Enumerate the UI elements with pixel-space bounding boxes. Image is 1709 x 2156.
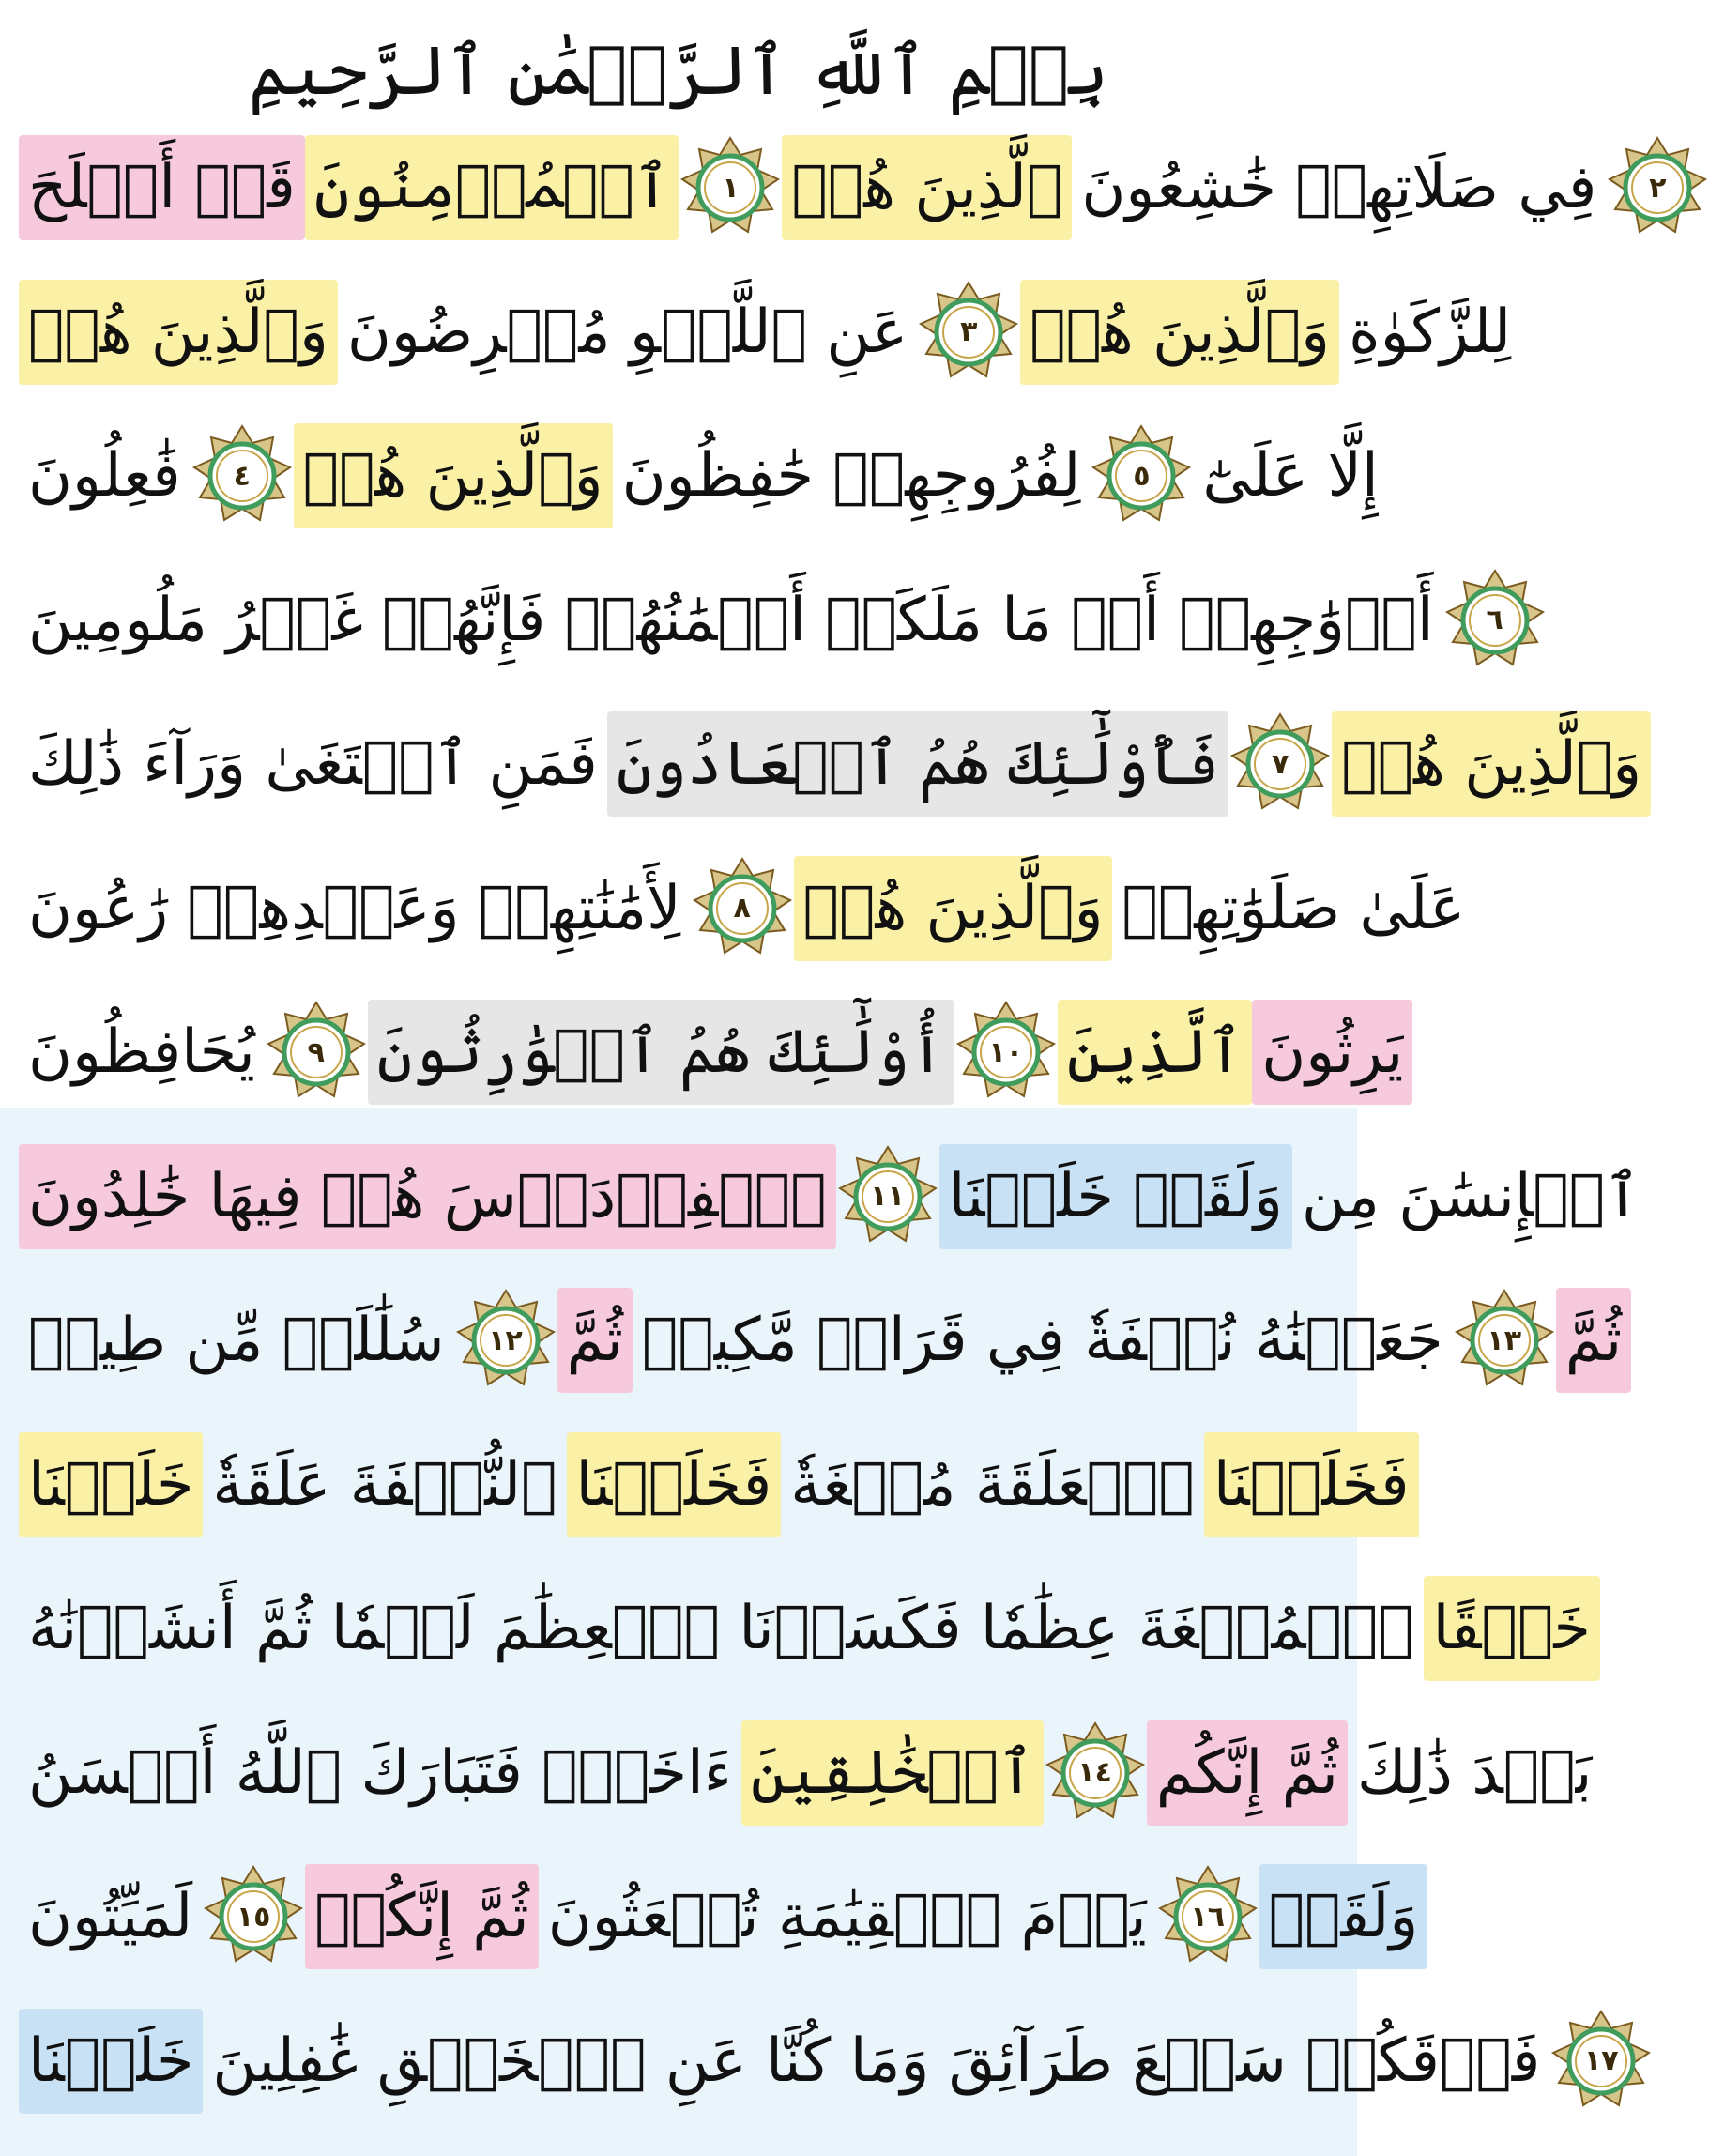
ayah-number-marker-icon [1443,569,1547,672]
ayah-number: ١٥ [236,1900,271,1934]
verse-text: إِلَّا عَلَىٰٓ [1202,441,1379,511]
basmala-header: بِسۡمِ ٱللَّهِ ٱلرَّحۡمَٰنِ ٱلرَّحِيمِ [248,31,1109,110]
verse-text: بَعۡدَ ذَٰلِكَ [1356,1737,1593,1808]
ayah-number: ٧ [1272,747,1289,781]
verse-line [19,271,1512,393]
verse-text: سُلَٰلَةٖ مِّن طِينٖ [28,1306,445,1375]
highlighted-word-group: خَلَقۡنَا [19,2009,203,2114]
ayah-number: ٨ [733,892,751,925]
verse-text: جَعَلۡنَٰهُ نُطۡفَةٗ فِي قَرَارٖ مَّكِينٖ [641,1306,1443,1375]
ayah-number: ٣ [960,315,978,348]
highlighted-word-group: ثُمَّ إِنَّكُم [1147,1720,1348,1826]
highlighted-word-group: وَٱلَّذِينَ هُمۡ [1020,280,1339,385]
verse-text: ٱلۡعَلَقَةَ مُضۡغَةٗ [790,1449,1195,1520]
highlighted-word-group: ثُمَّ [1556,1288,1631,1393]
ayah-number: ٢ [1649,171,1667,205]
ayah-number: ٤ [233,459,251,493]
highlighted-word-group: وَٱلَّذِينَ هُمۡ [19,280,338,385]
verse-text: يَوۡمَ ٱلۡقِيَٰمَةِ تُبۡعَثُونَ [547,1882,1147,1951]
highlighted-word-group: خَلَقۡنَا [19,1432,203,1537]
ayah-number-marker-icon [191,424,294,528]
highlighted-word-group: فَأُوْلَٰٓئِكَ هُمُ ٱلۡعَادُونَ [607,711,1229,817]
verse-text: ٱلۡمُضۡغَةَ عِظَٰمٗا فَكَسَوۡنَا ٱلۡعِظَٰمَ لَحۡمٗا ثُمَّ أَنشَأۡنَٰهُ [28,1594,1414,1663]
verse-line [19,127,1667,249]
verse-text: لِلزَّكَوٰةِ [1349,297,1512,367]
ayah-number-marker-icon [1606,136,1709,239]
verse-line [19,559,1503,681]
verse-text: لَمَيِّتُونَ [28,1882,193,1951]
ayah-number-marker-icon [1044,1721,1147,1825]
verse-text: عَنِ ٱللَّغۡوِ مُعۡرِضُونَ [346,297,908,367]
ayah-number-marker-icon [836,1145,939,1248]
ayah-number-marker-icon [1453,1289,1556,1392]
highlighted-word-group: ٱلَّذِينَ [1058,1000,1253,1105]
ayah-number: ١ [722,171,740,205]
highlighted-word-group: أُوْلَٰٓئِكَ هُمُ ٱلۡوَٰرِثُونَ [368,1000,954,1105]
highlighted-word-group: قَدۡ أَفۡلَحَ [19,135,305,240]
verse-line [19,703,1642,825]
ayah-number-marker-icon [202,1865,305,1968]
ayah-number: ٩ [307,1035,325,1069]
ayah-number: ١٦ [1190,1900,1226,1934]
verse-text: يُحَافِظُونَ [28,1017,255,1087]
ayah-number-marker-icon [1549,2010,1653,2113]
ayah-number: ١٧ [1584,2044,1619,2077]
ayah-number: ١٤ [1077,1756,1112,1789]
highlighted-word-group: فَخَلَقۡنَا [567,1432,782,1537]
verse-text: عَلَىٰ صَلَوَٰتِهِمۡ [1122,873,1466,943]
highlighted-word-group: خَلۡقًا [1424,1576,1600,1681]
verse-line [19,1856,1419,1978]
highlighted-word-group: ثُمَّ [557,1288,633,1393]
ayah-number-marker-icon [679,136,782,239]
ayah-number-marker-icon [1228,712,1332,816]
ayah-number: ١٣ [1487,1323,1522,1357]
verse-text: لِأَمَٰنَٰتِهِمۡ وَعَهۡدِهِمۡ رَٰعُونَ [28,873,681,943]
highlighted-word-group: وَلَقَدۡ [1259,1864,1428,1969]
verse-text: فِي صَلَاتِهِمۡ خَٰشِعُونَ [1081,153,1597,222]
verse-line [19,1712,1593,1834]
verse-text: فَٰعِلُونَ [28,441,181,511]
verse-line [19,848,1466,970]
highlighted-word-group: وَٱلَّذِينَ هُمۡ [294,423,613,528]
verse-line [19,2000,1619,2122]
verse-line [19,1136,1640,1258]
ayah-number: ٦ [1486,604,1503,636]
verse-text: ٱلنُّطۡفَةَ عَلَقَةٗ [212,1449,557,1520]
highlighted-word-group: يَرِثُونَ [1252,1000,1412,1105]
ayah-number-marker-icon [1156,1865,1259,1968]
verse-text: ٱلۡإِنسَٰنَ مِن [1301,1161,1640,1231]
ayah-number: ١١ [870,1180,905,1213]
ayah-number: ١٢ [488,1323,523,1357]
ayah-number-marker-icon [265,1001,368,1104]
verse-line [19,991,1404,1113]
verse-text: فَمَنِ ٱبۡتَغَىٰ وَرَآءَ ذَٰلِكَ [28,729,598,799]
verse-line [19,415,1379,537]
highlighted-word-group: وَٱلَّذِينَ هُمۡ [794,856,1113,961]
ayah-number-marker-icon [917,281,1020,384]
ayah-number-marker-icon [691,857,794,960]
verse-text: لِفُرُوجِهِمۡ حَٰفِظُونَ [621,441,1081,511]
highlighted-word-group: ٱلۡفِرۡدَوۡسَ هُمۡ فِيهَا خَٰلِدُونَ [19,1144,836,1249]
highlighted-word-group: وَٱلَّذِينَ هُمۡ [1332,711,1651,817]
highlighted-word-group: ٱلۡمُؤۡمِنُونَ [305,135,679,240]
verse-text: ءَاخَرَۚ فَتَبَارَكَ ٱللَّهُ أَحۡسَنُ [28,1737,732,1808]
verse-text: أَزۡوَٰجِهِمۡ أَوۡ مَا مَلَكَتۡ أَيۡمَٰنُهُمۡ فَإِنَّهُمۡ غَيۡرُ مَلُومِينَ [28,585,1434,655]
ayah-number: ١٠ [988,1035,1024,1069]
highlighted-word-group: ٱلۡخَٰلِقِينَ [741,1720,1044,1826]
highlighted-word-group: ٱلَّذِينَ هُمۡ [782,135,1072,240]
highlighted-word-group: وَلَقَدۡ خَلَقۡنَا [939,1144,1292,1249]
verse-line [19,1567,1591,1690]
ayah-number-marker-icon [454,1289,557,1392]
highlighted-word-group: فَخَلَقۡنَا [1204,1432,1419,1537]
ayah-number: ٥ [1133,459,1151,493]
highlighted-word-group: ثُمَّ إِنَّكُمۡ [305,1864,539,1969]
ayah-number-marker-icon [1090,424,1193,528]
verse-line [19,1279,1623,1401]
ayah-number-marker-icon [954,1001,1058,1104]
verse-text: فَوۡقَكُمۡ سَبۡعَ طَرَآئِقَ وَمَا كُنَّا عَنِ ٱلۡخَلۡقِ غَٰفِلِينَ [212,2026,1541,2096]
verse-line [19,1424,1410,1546]
